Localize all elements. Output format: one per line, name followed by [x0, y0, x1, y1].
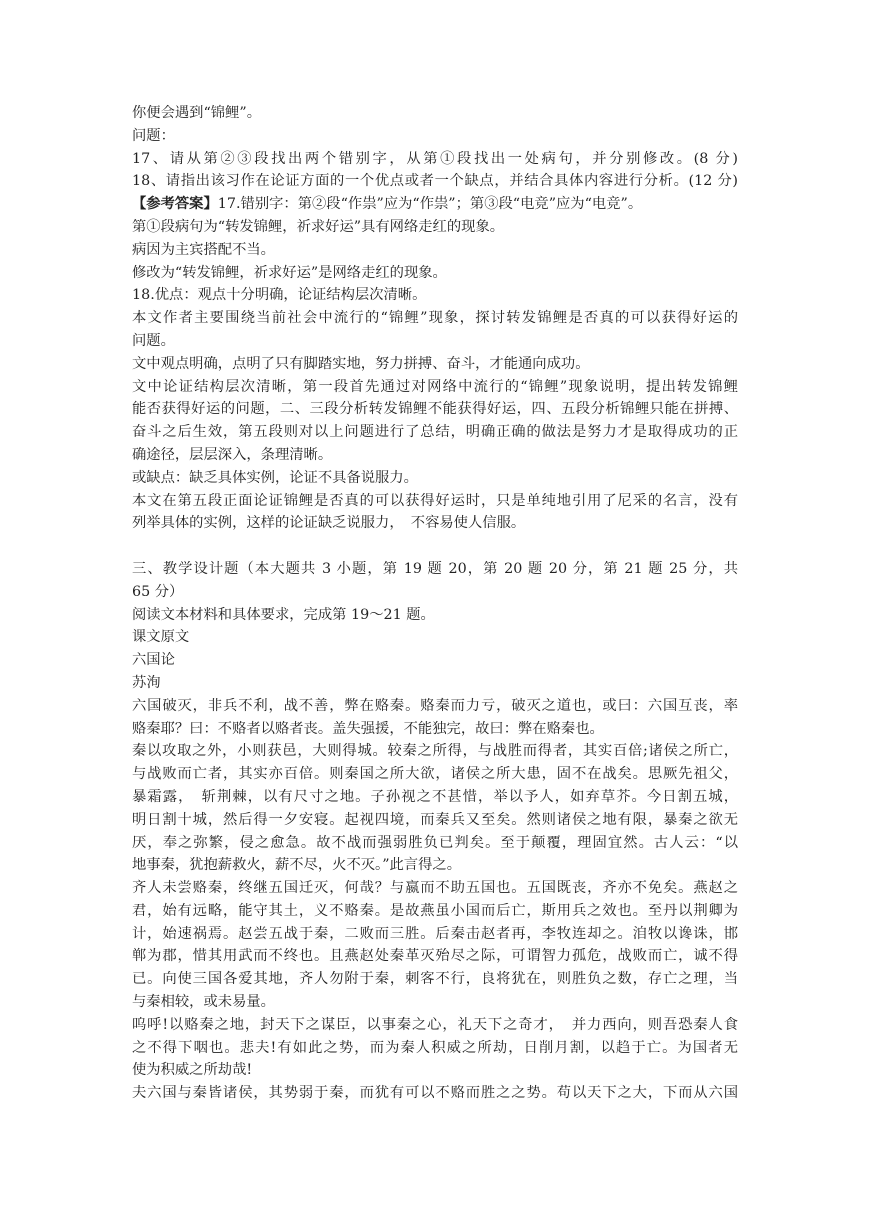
classical-para-3-line-4: 郸为郡，惜其用武而不终也。且燕赵处秦革灭殆尽之际，可谓智力孤危，战败而亡，诚不得	[132, 948, 738, 965]
answer-17-cause: 病因为主宾搭配不当。	[132, 241, 275, 258]
answer-18-para-3-line-2: 能否获得好运的问题，二、三段分析转发锦鲤不能获得好运，四、五段分析锦鲤只能在拼搏、	[132, 401, 738, 418]
answer-17-line-1	[132, 193, 738, 216]
classical-para-2-line-4: 明日割十城，然后得一夕安寝。起视四境，而秦兵又至矣。然则诸侯之地有限，暴秦之欲无	[132, 811, 738, 828]
classical-para-3-line-3: 计，始速祸焉。赵尝五战于秦，二败而三胜。后秦击赵者再，李牧连却之。洎牧以谗诛，邯	[132, 925, 738, 942]
answer-18-para-1-line-1: 本文作者主要围绕当前社会中流行的“锦鲤”现象，探讨转发锦鲤是否真的可以获得好运的	[132, 310, 738, 327]
question-18: 18、请指出该习作在论证方面的一个优点或者一个缺点，并结合具体内容进行分析。(12 分)	[132, 173, 738, 190]
reference-answer-tag: 【参考答案】	[132, 196, 218, 213]
classical-para-1-line-1: 六国破灭，非兵不利，战不善，弊在赂秦。赂秦而力亏，破灭之道也，或曰：六国互丧，率	[132, 697, 738, 714]
classical-para-2-line-3: 暴霜露， 斩荆棘，以有尺寸之地。子孙视之不甚惜，举以予人，如弃草芥。今日割五城，	[132, 788, 738, 805]
answer-18-merit: 18.优点：观点十分明确，论证结构层次清晰。	[132, 287, 427, 304]
classical-para-1-line-2: 赂秦耶？曰：不赂者以赂者丧。盖失强援，不能独完，故曰：弊在赂秦也。	[132, 720, 604, 737]
answer-17-sick-sentence: 第①段病句为“转发锦鲤，祈求好运”具有网络走红的现象。	[132, 218, 505, 235]
answer-17-typos: 17.错别字：第②段“作祟”应为“作祟”；第③段“电竞”应为“电竞”。	[217, 196, 643, 213]
essay-author: 苏洵	[132, 674, 161, 691]
answer-17-fix: 修改为“转发锦鲤，祈求好运”是网络走红的现象。	[132, 264, 447, 281]
classical-para-3-line-2: 君，始有远略，能守其土，义不赂秦。是故燕虽小国而后亡，斯用兵之效也。至丹以荆卿为	[132, 902, 738, 919]
section-3-heading-line-1: 三、教学设计题（本大题共 3 小题，第 19 题 20，第 20 题 20 分，第 21 题 25 分，共	[132, 560, 738, 577]
blank-line	[132, 535, 738, 558]
answer-18-para-4-line-1: 本文在第五段正面论证锦鲤是否真的可以获得好运时，只是单纯地引用了尼采的名言，没有	[132, 492, 738, 509]
classical-para-4-line-2: 之不得下咽也。悲夫!有如此之势，而为秦人积威之所劫，日削月割，以趋于亡。为国者无	[132, 1039, 738, 1056]
section-3-heading-line-2: 65 分）	[132, 583, 184, 600]
answer-18-para-2: 文中观点明确，点明了只有脚踏实地，努力拼搏、奋斗，才能通向成功。	[132, 355, 590, 372]
answer-18-para-3-line-3: 奋斗之后生效，第五段则对以上问题进行了总结，明确正确的做法是努力才是取得成功的正	[132, 424, 738, 441]
classical-para-5-line-1: 夫六国与秦皆诸侯，其势弱于秦，而犹有可以不赂而胜之之势。苟以天下之大，下而从六国	[132, 1085, 738, 1102]
classical-para-2-line-1: 秦以攻取之外，小则获邑，大则得城。较秦之所得，与战胜而得者，其实百倍;诸侯之所亡，	[132, 743, 739, 760]
classical-para-4-line-1: 呜呼!以赂秦之地，封天下之谋臣，以事秦之心，礼天下之奇才， 并力西向，则吾恐秦人食	[132, 1016, 738, 1033]
classical-para-3-line-1: 齐人未尝赂秦，终继五国迁灭，何哉？与嬴而不助五国也。五国既丧，齐亦不免矣。燕赵之	[132, 880, 738, 897]
essay-title: 六国论	[132, 652, 175, 669]
answer-18-para-3-line-1: 文中论证结构层次清晰，第一段首先通过对网络中流行的“锦鲤”现象说明，提出转发锦鲤	[132, 378, 738, 395]
questions-heading: 问题：	[132, 127, 175, 144]
classical-para-2-line-6: 地事秦，犹抱薪救火，薪不尽，火不灭。”此言得之。	[132, 857, 461, 874]
section-3-instruction: 阅读文本材料和具体要求，完成第 19～21 题。	[132, 606, 435, 623]
classical-para-2-line-5: 厌，奉之弥繁，侵之愈急。故不战而强弱胜负已判矣。至于颠覆，理固宜然。古人云：“以	[132, 834, 738, 851]
classical-para-3-line-6: 与秦相较，或未易量。	[132, 994, 275, 1011]
classical-para-4-line-3: 使为积威之所劫哉!	[132, 1062, 253, 1079]
essay-closing-line: 你便会遇到“锦鲤”。	[132, 105, 261, 121]
classical-para-3-line-5: 已。向使三国各爱其地，齐人勿附于秦，刺客不行，良将犹在，则胜负之数，存亡之理，当	[132, 971, 738, 988]
classical-para-2-line-2: 与战败而亡者，其实亦百倍。则秦国之所大欲，诸侯之所大患，固不在战矣。思厥先祖父，	[132, 766, 738, 783]
answer-18-flaw: 或缺点：缺乏具体实例，论证不具备说服力。	[132, 469, 418, 486]
document-page	[132, 102, 738, 1105]
answer-18-para-4-line-2: 列举具体的实例，这样的论证缺乏说服力， 不容易使人信服。	[132, 515, 526, 532]
text-label: 课文原文	[132, 629, 190, 646]
answer-18-para-3-line-4: 确途径，层层深入，条理清晰。	[132, 446, 333, 463]
answer-18-para-1-line-2: 问题。	[132, 332, 175, 349]
question-17: 17、请从第②③段找出两个错别字，从第①段找出一处病句，并分别修改。(8 分)	[132, 150, 738, 167]
